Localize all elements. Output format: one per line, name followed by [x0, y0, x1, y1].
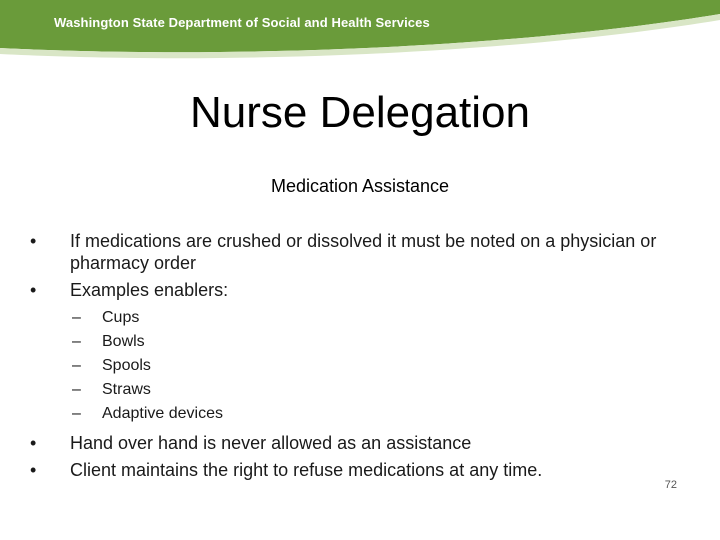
organization-name: Washington State Department of Social and Health Services: [54, 15, 430, 30]
dash-mark: –: [72, 357, 81, 374]
sub-item: [28, 330, 688, 354]
bullet-item: [28, 459, 688, 481]
bullet-mark: •: [30, 280, 37, 300]
sub-item: [28, 306, 688, 330]
header-wave-graphic: [0, 0, 720, 64]
bottom-bullets: [28, 432, 688, 481]
sub-item: [28, 378, 688, 402]
slide-title: Nurse Delegation: [190, 88, 530, 137]
sub-item-text: Adaptive devices: [102, 405, 223, 422]
sub-item-text: Spools: [102, 357, 151, 374]
dash-mark: –: [72, 309, 81, 326]
dash-mark: –: [72, 405, 81, 422]
sub-item: [28, 354, 688, 378]
bullet-item: [28, 230, 688, 274]
bullet-text: Hand over hand is never allowed as an assistance: [70, 433, 472, 453]
slide-subtitle: Medication Assistance: [270, 176, 450, 196]
bullet-mark: •: [30, 433, 37, 453]
page-number: 72: [664, 479, 677, 491]
bullet-mark: •: [30, 231, 37, 251]
sub-item-text: Bowls: [102, 333, 145, 350]
sub-item: [28, 402, 688, 426]
sub-item-text: Cups: [102, 309, 140, 326]
sub-item-text: Straws: [102, 381, 151, 398]
bullet-text: Examples enablers:: [70, 280, 229, 300]
bullet-item: [28, 279, 688, 301]
bullet-text: Client maintains the right to refuse medications at any time.: [70, 460, 543, 480]
slide-content: [28, 230, 688, 486]
bullet-text: If medications are crushed or dissolved it must be noted on a physician or pharmacy order: [70, 231, 657, 273]
enablers-sublist: [28, 306, 688, 426]
dash-mark: –: [72, 381, 81, 398]
bullet-item: [28, 432, 688, 454]
dash-mark: –: [72, 333, 81, 350]
header-banner: [0, 0, 720, 56]
bullet-mark: •: [30, 460, 37, 480]
